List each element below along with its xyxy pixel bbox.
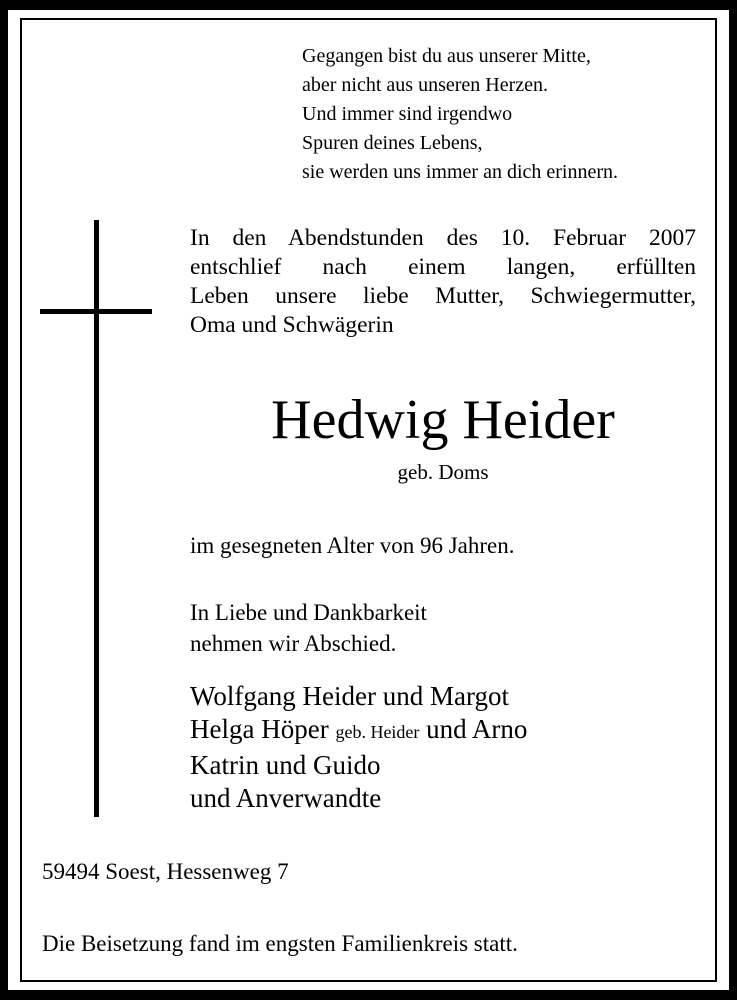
intro-line: Oma und Schwägerin <box>190 312 394 338</box>
memorial-poem <box>302 42 712 187</box>
poem-line: aber nicht aus unseren Herzen. <box>302 74 548 96</box>
mourner-line: Wolfgang Heider und Margot <box>190 681 510 711</box>
mourner-line <box>190 713 527 749</box>
poem-line: Spuren deines Lebens, <box>302 132 483 154</box>
mourners-list <box>190 680 527 815</box>
farewell-line: In Liebe und Dankbarkeit <box>190 600 427 625</box>
intro-line: Leben unsere liebe Mutter, Schwiegermutter, <box>190 283 696 309</box>
mourner-partner: und Arno <box>426 714 528 744</box>
farewell-line: nehmen wir Abschied. <box>190 631 397 656</box>
farewell-text <box>190 597 427 659</box>
funeral-note: Die Beisetzung fand im engsten Familienkreis statt. <box>42 931 518 956</box>
age-text: im gesegneten Alter von 96 Jahren. <box>190 533 515 558</box>
mourner-birth-name: geb. Heider <box>335 722 420 742</box>
deceased-name: Hedwig Heider <box>271 389 615 451</box>
mourner-line: und Anverwandte <box>190 783 382 813</box>
address: 59494 Soest, Hessenweg 7 <box>42 859 289 884</box>
death-announcement-text <box>190 224 696 340</box>
intro-line: In den Abendstunden des 10. Februar 2007 <box>190 225 696 251</box>
mourner-line: Katrin und Guido <box>190 750 381 780</box>
poem-line: Und immer sind irgendwo <box>302 103 513 125</box>
poem-line: sie werden uns immer an dich erinnern. <box>302 161 619 183</box>
cross-icon-crossbar <box>40 309 152 314</box>
poem-line: Gegangen bist du aus unserer Mitte, <box>302 45 591 67</box>
mourner-name: Helga Höper <box>190 714 329 744</box>
birth-name: geb. Doms <box>397 460 489 484</box>
intro-line: entschlief nach einem langen, erfüllten <box>190 254 696 280</box>
